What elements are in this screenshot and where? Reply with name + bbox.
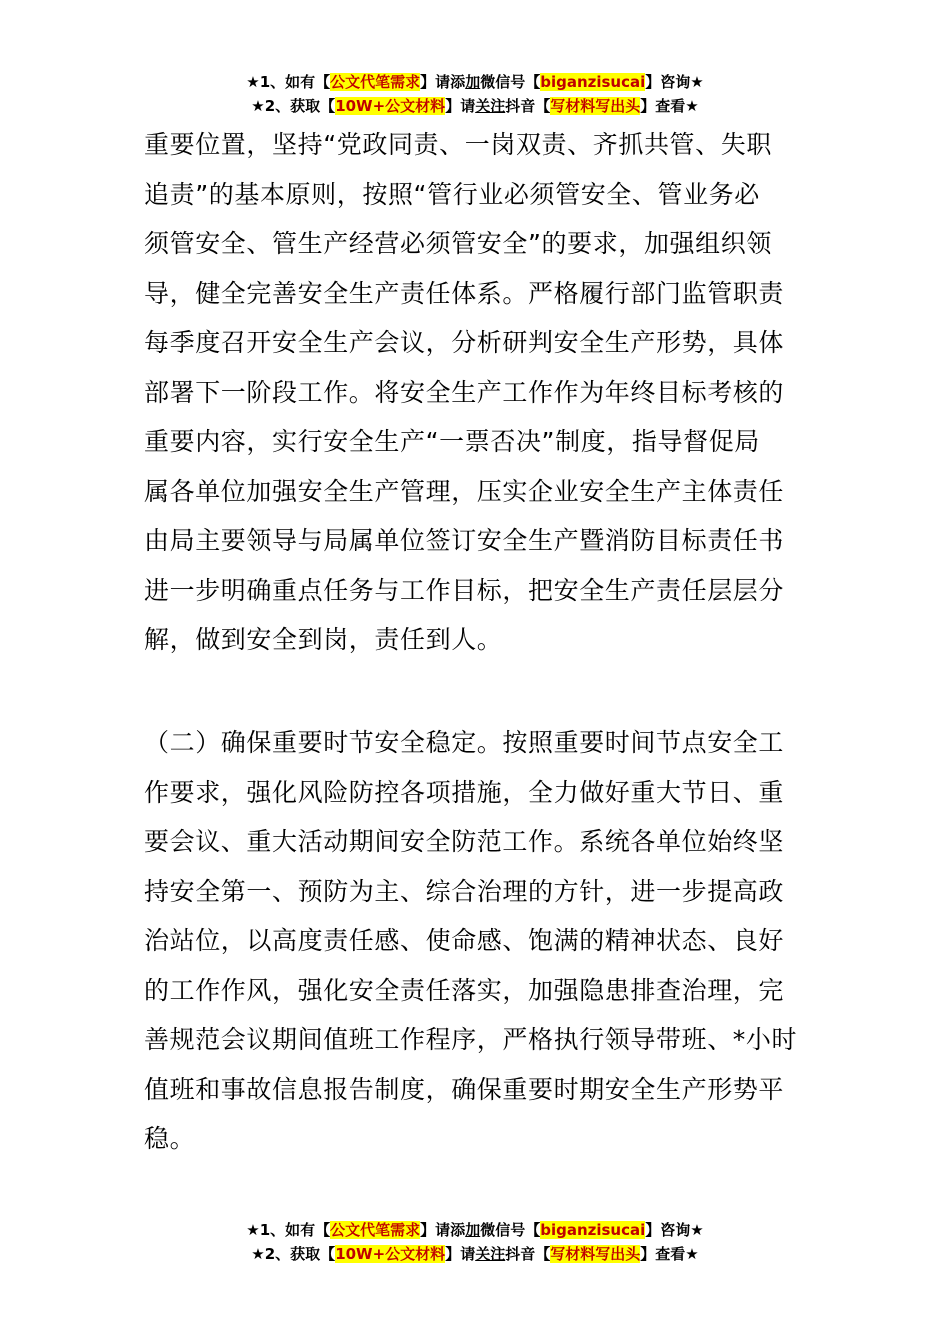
text-line: 要会议、重大活动期间安全防范工作。系统各单位始终坚 — [144, 827, 785, 856]
banner-highlight: 10W+公文材料 — [335, 1245, 446, 1263]
text-line: 导，健全完善安全生产责任体系。严格履行部门监管职责 — [144, 278, 785, 308]
paragraph-important-periods — [144, 718, 824, 1164]
text-line: 治站位，以高度责任感、使命感、饱满的精神状态、良好 — [144, 926, 785, 955]
header-banner — [0, 70, 950, 118]
banner-highlight: biganzisucai — [540, 1221, 646, 1239]
text-line: 由局主要领导与局属单位签订安全生产暨消防目标责任书 — [144, 526, 785, 555]
banner-line-1 — [0, 1218, 950, 1242]
text-line: 追责”的基本原则，按照“管行业必须管安全、管业务必 — [144, 179, 760, 209]
banner-text: 】查看★ — [640, 1245, 699, 1263]
banner-text: 抖音【 — [505, 1245, 551, 1263]
text-line: 值班和事故信息报告制度，确保重要时期安全生产形势平 — [144, 1074, 785, 1104]
paragraph-safety-responsibility — [144, 120, 824, 665]
text-line: （二）确保重要时节安全稳定。按照重要时间节点安全工 — [144, 728, 785, 757]
banner-highlight: 写材料写出头 — [550, 97, 641, 115]
text-line: 进一步明确重点任务与工作目标，把安全生产责任层层分 — [144, 575, 785, 605]
banner-underline: 加 — [465, 1221, 481, 1239]
banner-text: 】请 — [445, 1245, 476, 1263]
banner-text: 】咨询★ — [645, 73, 704, 91]
banner-text: 】咨询★ — [645, 1221, 704, 1239]
text-line: 作要求，强化风险防控各项措施，全力做好重大节日、重 — [144, 777, 785, 807]
text-line: 每季度召开安全生产会议，分析研判安全生产形势，具体 — [144, 328, 785, 357]
text-line: 持安全第一、预防为主、综合治理的方针，进一步提高政 — [144, 876, 785, 906]
banner-line-1 — [0, 70, 950, 94]
text-line: 稳。 — [144, 1124, 196, 1153]
text-line: 重要位置，坚持“党政同责、一岗双责、齐抓共管、失职 — [144, 130, 772, 159]
text-line: 须管安全、管生产经营必须管安全”的要求，加强组织领 — [144, 229, 772, 258]
banner-text: 】请添 — [420, 73, 466, 91]
banner-text: 】请添 — [420, 1221, 466, 1239]
banner-underline: 关注 — [475, 97, 506, 115]
text-line: 善规范会议期间值班工作程序，严格执行领导带班、*小时 — [144, 1025, 798, 1054]
banner-text: ★2、获取【 — [251, 1245, 336, 1263]
banner-underline: 加 — [465, 73, 481, 91]
banner-text: ★2、获取【 — [251, 97, 336, 115]
banner-highlight: 公文代笔需求 — [330, 1221, 421, 1239]
text-line: 属各单位加强安全生产管理，压实企业安全生产主体责任 — [144, 476, 785, 506]
text-line: 的工作作风，强化安全责任落实，加强隐患排查治理，完 — [144, 975, 785, 1005]
banner-underline: 关注 — [475, 1245, 506, 1263]
banner-text: 】查看★ — [640, 97, 699, 115]
banner-highlight: biganzisucai — [540, 73, 646, 91]
footer-banner — [0, 1218, 950, 1266]
banner-text: 】请 — [445, 97, 476, 115]
banner-text: ★1、如有【 — [246, 73, 331, 91]
banner-highlight: 10W+公文材料 — [335, 97, 446, 115]
banner-text: 微信号【 — [480, 1221, 541, 1239]
banner-text: ★1、如有【 — [246, 1221, 331, 1239]
banner-highlight: 写材料写出头 — [550, 1245, 641, 1263]
banner-line-2 — [0, 1242, 950, 1266]
text-line: 部署下一阶段工作。将安全生产工作作为年终目标考核的 — [144, 377, 785, 407]
text-line: 解，做到安全到岗，责任到人。 — [144, 625, 503, 654]
banner-text: 抖音【 — [505, 97, 551, 115]
text-line: 重要内容，实行安全生产“一票否决”制度，指导督促局 — [144, 427, 760, 456]
banner-highlight: 公文代笔需求 — [330, 73, 421, 91]
banner-text: 微信号【 — [480, 73, 541, 91]
banner-line-2 — [0, 94, 950, 118]
